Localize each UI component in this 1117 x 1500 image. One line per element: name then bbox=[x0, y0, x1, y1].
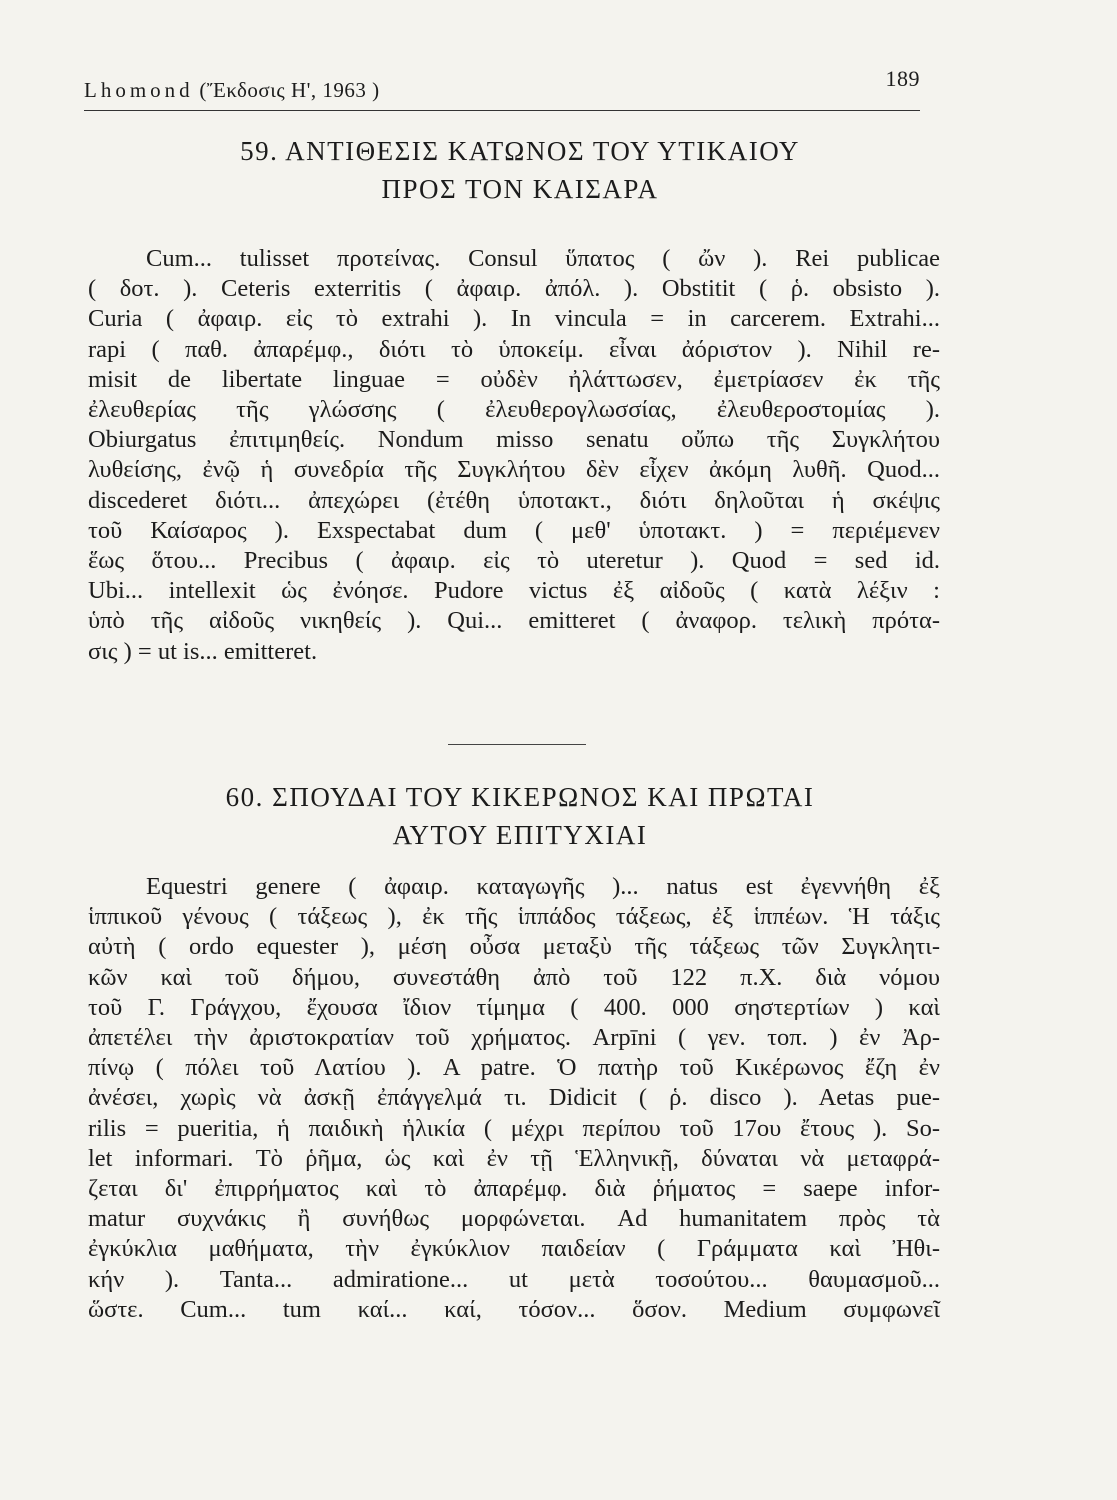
text-line: Curia ( ἀφαιρ. εἰς τὸ extrahi ). In vincula = in carcerem. Extrahi... bbox=[88, 305, 940, 333]
title-line: ΠΡΟΣ ΤΟΝ ΚΑΙΣΑΡΑ bbox=[381, 174, 659, 204]
title-line: 59. ΑΝΤΙΘΕΣΙΣ ΚΑΤΩΝΟΣ ΤΟΥ ΥΤΙΚΑΙΟΥ bbox=[240, 136, 800, 166]
section-59-title bbox=[120, 132, 920, 208]
text-line: Ubi... intellexit ὡς ἐνόησε. Pudore victus ἐξ αἰδοῦς ( κατὰ λέξιν : bbox=[88, 577, 940, 605]
text-line: Cum... tulisset προτείνας. Consul ὕπατος ( ὤν ). Rei publicae bbox=[146, 245, 940, 272]
title-line: 60. ΣΠΟΥΔΑΙ ΤΟΥ ΚΙΚΕΡΩΝΟΣ ΚΑΙ ΠΡΩΤΑΙ bbox=[225, 782, 815, 812]
text-line: rapi ( παθ. ἀπαρέμφ., διότι τὸ ὑποκείμ. εἶναι ἀόριστον ). Nihil re- bbox=[88, 335, 940, 363]
author-name: Lhomond bbox=[84, 78, 194, 102]
section-59-text bbox=[88, 244, 940, 667]
section-60-title bbox=[120, 778, 920, 854]
text-line: ἀνέσει, χωρὶς νὰ ἀσκῇ ἐπάγγελμά τι. Didicit ( ῥ. disco ). Aetas pue- bbox=[88, 1084, 940, 1112]
text-line: Obiurgatus ἐπιτιμηθείς. Nondum misso senatu οὔπω τῆς Συγκλήτου bbox=[88, 426, 940, 454]
text-line: Equestri genere ( ἀφαιρ. καταγωγῆς )... natus est ἐγεννήθη ἐξ bbox=[146, 873, 940, 900]
text-line: ὑπὸ τῆς αἰδοῦς νικηθείς ). Qui... emitteret ( ἀναφορ. τελικὴ πρότα- bbox=[88, 607, 940, 635]
edition-note: (Ἔκδοσις Η', 1963 ) bbox=[199, 78, 380, 102]
text-line: ἐλευθερίας τῆς γλώσσης ( ἐλευθερογλωσσίας, ἐλευθεροστομίας ). bbox=[88, 396, 940, 424]
text-line: ἕως ὅτου... Precibus ( ἀφαιρ. εἰς τὸ uteretur ). Quod = sed id. bbox=[88, 547, 940, 575]
text-line: discederet διότι... ἀπεχώρει (ἐτέθη ὑποτακτ., διότι δηλοῦται ἡ σκέψις bbox=[88, 486, 940, 514]
text-line: κήν ). Tanta... admiratione... ut μετὰ τοσούτου... θαυμασμοῦ... bbox=[88, 1265, 940, 1293]
text-line: ἐγκύκλια μαθήματα, τὴν ἐγκύκλιον παιδείαν ( Γράμματα καὶ Ἠθι- bbox=[88, 1235, 940, 1263]
text-line: ἀπετέλει τὴν ἀριστοκρατίαν τοῦ χρήματος. Arpīni ( γεν. τοπ. ) ἐν Ἀρ- bbox=[88, 1024, 940, 1052]
text-line: αὐτὴ ( ordo equester ), μέση οὖσα μεταξὺ τῆς τάξεως τῶν Συγκλητι- bbox=[88, 933, 940, 961]
text-line: ἱππικοῦ γένους ( τάξεως ), ἐκ τῆς ἱππάδος τάξεως, ἐξ ἱππέων. Ἡ τάξις bbox=[88, 903, 940, 931]
section-separator bbox=[448, 744, 586, 745]
text-line: τοῦ Καίσαρος ). Exspectabat dum ( μεθ' ὑποτακτ. ) = περιέμενεν bbox=[88, 516, 940, 544]
running-head-left bbox=[84, 78, 380, 103]
text-line: κῶν καὶ τοῦ δήμου, συνεστάθη ἀπὸ τοῦ 122 π.Χ. διὰ νόμου bbox=[88, 963, 940, 991]
text-line: λυθείσης, ἐνῷ ἡ συνεδρία τῆς Συγκλήτου δὲν εἶχεν ἀκόμη λυθῆ. Quod... bbox=[88, 456, 940, 484]
text-line: ( δοτ. ). Ceteris exterritis ( ἀφαιρ. ἀπόλ. ). Obstitit ( ῥ. obsisto ). bbox=[88, 275, 940, 303]
text-line: σις ) = ut is... emitteret. bbox=[88, 637, 318, 665]
text-line: πίνῳ ( πόλει τοῦ Λατίου ). A patre. Ὁ πατὴρ τοῦ Κικέρωνος ἔζη ἐν bbox=[88, 1054, 940, 1082]
section-60-text bbox=[88, 872, 940, 1325]
header-rule bbox=[84, 110, 920, 111]
text-line: let informari. Τὸ ῥῆμα, ὡς καὶ ἐν τῇ Ἑλληνικῇ, δύναται νὰ μεταφρά- bbox=[88, 1144, 940, 1172]
text-line: misit de libertate linguae = οὐδὲν ἠλάττωσεν, ἐμετρίασεν ἐκ τῆς bbox=[88, 365, 940, 393]
text-line: ζεται δι' ἐπιρρήματος καὶ τὸ ἀπαρέμφ. διὰ ῥήματος = saepe infor- bbox=[88, 1175, 940, 1203]
text-line: rilis = pueritia, ἡ παιδικὴ ἡλικία ( μέχρι περίπου τοῦ 17ου ἔτους ). So- bbox=[88, 1114, 940, 1142]
text-line: matur συχνάκις ἢ συνήθως μορφώνεται. Ad humanitatem πρὸς τὰ bbox=[88, 1205, 940, 1233]
page-number: 189 bbox=[885, 66, 920, 91]
text-line: ὥστε. Cum... tum καί... καί, τόσον... ὅσον. Medium συμφωνεῖ bbox=[88, 1295, 940, 1323]
title-line: ΑΥΤΟΥ ΕΠΙΤΥΧΙΑΙ bbox=[392, 820, 648, 850]
text-line: τοῦ Γ. Γράγχου, ἔχουσα ἴδιον τίμημα ( 400. 000 σηστερτίων ) καὶ bbox=[88, 993, 940, 1021]
